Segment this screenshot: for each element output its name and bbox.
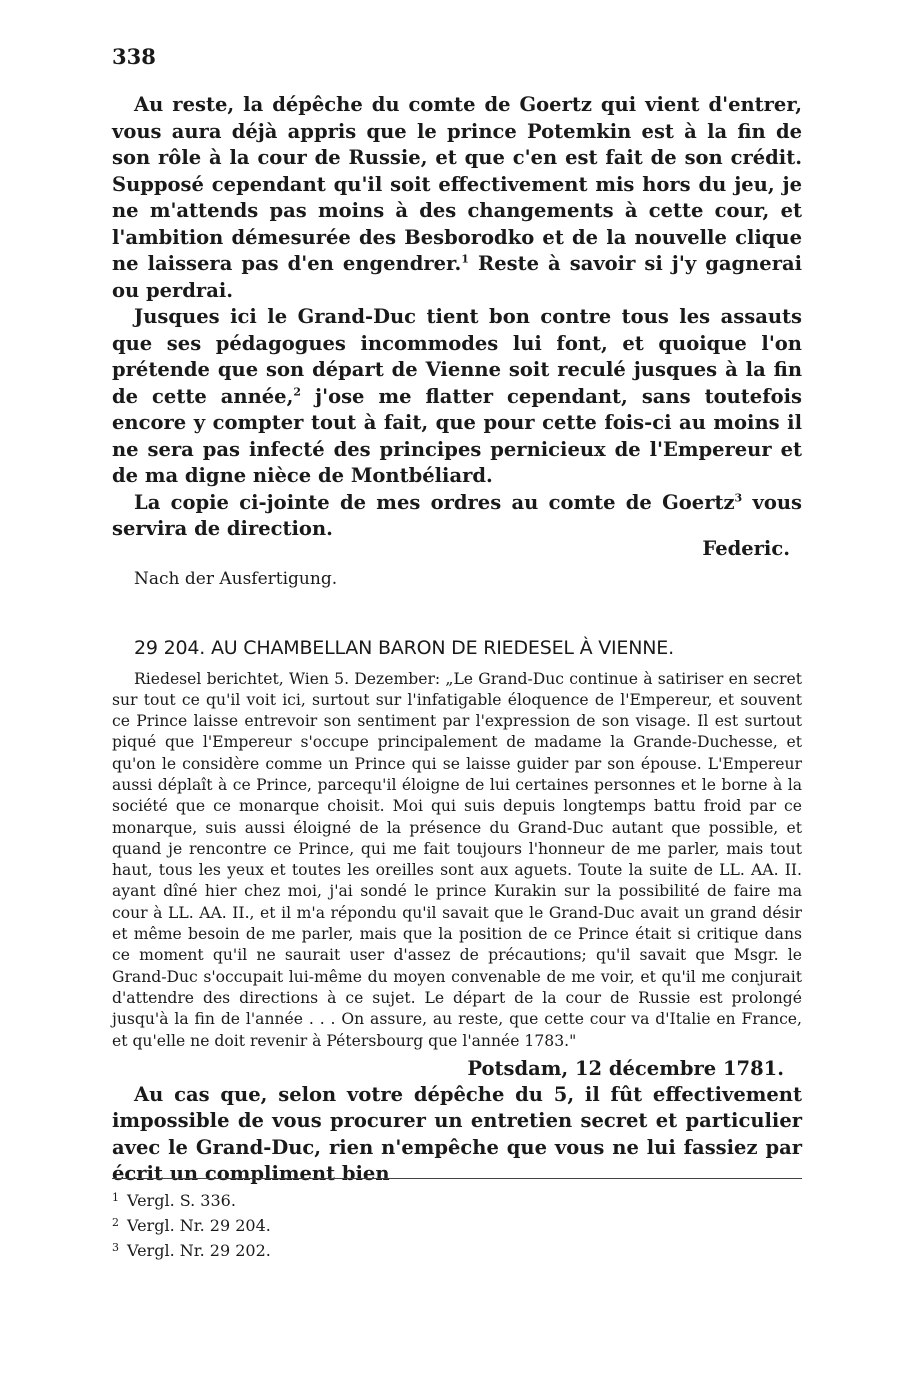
footnote-ref: 3	[734, 491, 743, 504]
signature: Federic.	[702, 536, 790, 560]
source-note: Nach der Ausfertigung.	[134, 568, 338, 589]
footnote	[112, 1237, 271, 1262]
document-heading: 29 204. AU CHAMBELLAN BARON DE RIEDESEL À VIENNE.	[134, 636, 674, 659]
report-excerpt	[112, 669, 802, 1052]
closing-paragraph: Au cas que, selon votre dépêche du 5, il fût effectivement impossible de vous procurer un entretien secret et particulier avec le Grand-Duc, rien n'empêche que vous ne lui fassiez par écrit un compliment bien	[112, 1082, 802, 1186]
footnote-text: Vergl. Nr. 29 204.	[127, 1216, 271, 1235]
footnote-ref: 1	[461, 252, 469, 266]
footnotes	[112, 1187, 271, 1262]
body-text-segment: Reste à savoir si j'y gagnerai ou perdrai.	[112, 252, 803, 302]
footnote-mark: 3	[112, 1241, 119, 1254]
page-column	[112, 92, 802, 1188]
body-text-segment: vous servira de direction.	[112, 490, 802, 540]
report-paragraph: Riedesel berichtet, Wien 5. Dezember: „Le Grand-Duc continue à satiriser en secret sur tout ce qu'il voit ici, surtout sur l'infatigable éloquence de l'Empereur, et souvent ce Prince laisse entrevoir son sentiment par l'expression de son visage. Il est surtout piqué que l'Empereur s'occupe principalement de madame la Grande-Duchesse, et qu'on le considère comme un Prince qui se laisse guider par son épouse. L'Empereur aussi déplaît à ce Prince, parcequ'il éloigne de lui certaines personnes et le borne à la société que ce monarque choisit. Moi qui suis depuis longtemps battu froid par ce monarque, suis aussi éloigné de la présence du Grand-Duc autant que possible, et quand je rencontre ce Prince, qui me fait toujours l'honneur de me parler, mais tout haut, tous les yeux et toutes les oreilles sont aux aguets. Toute la suite de LL. AA. II. ayant dîné hier chez moi, j'ai sondé le prince Kurakin sur la possibilité de faire ma cour à LL. AA. II., et il m'a répondu qu'il savait que le Grand-Duc avait un grand désir et même besoin de me parler, mais que la position de ce Prince était si critique dans ce moment qu'il ne saurait user d'assez de précautions; qu'il savait que Msgr. le Grand-Duc s'occupait lui-même du moyen convenable de me voir, et qu'il me conjurait d'attendre des directions à ce sujet. Le départ de la cour de Russie est prolongé jusqu'à la fin de l'année . . . On assure, au reste, que cette cour va d'Italie en France, et qu'elle ne doit revenir à Pétersbourg que l'année 1783."	[112, 669, 802, 1050]
body-paragraph	[112, 490, 802, 543]
footnote-ref: 2	[293, 385, 302, 398]
body-text-segment: Jusques ici le Grand-Duc tient bon contre tous les assauts que ses pédagogues incommodes lui font, et quoique l'on prétende que son départ de Vienne soit reculé jusques à la fin de cette année,	[112, 305, 802, 408]
letter-body	[112, 92, 802, 543]
footnote-text: Vergl. Nr. 29 202.	[127, 1241, 271, 1260]
body-text-segment: j'ose me flatter cependant, sans toutefois encore y compter tout à fait, que pour cette fois-ci au moins il ne sera pas infecté des principes pernicieux de l'Empereur et de ma digne nièce de Montbéliard.	[112, 384, 802, 487]
footnote-divider	[112, 1178, 802, 1179]
closing-text	[112, 1082, 802, 1188]
footnote-mark: 1	[112, 1191, 119, 1204]
body-paragraph	[112, 304, 802, 490]
footnote	[112, 1212, 271, 1237]
footnote-text: Vergl. S. 336.	[127, 1191, 236, 1210]
dateline: Potsdam, 12 décembre 1781.	[467, 1056, 784, 1080]
body-paragraph	[112, 92, 802, 304]
page-number: 338	[112, 44, 156, 69]
body-text-segment: La copie ci-jointe de mes ordres au comte de Goertz	[134, 490, 735, 514]
footnote-mark: 2	[112, 1216, 119, 1229]
footnote	[112, 1187, 271, 1212]
body-text-segment: Au reste, la dépêche du comte de Goertz qui vient d'entrer, vous aura déjà appris que le prince Potemkin est à la fin de son rôle à la cour de Russie, et que c'en est fait de son crédit. Supposé cependant qu'il soit effectivement mis hors du jeu, je ne m'attends pas moins à des changements à cette cour, et l'ambition démesurée des Besborodko et de la nouvelle clique ne laissera pas d'en engendrer.	[112, 93, 802, 275]
